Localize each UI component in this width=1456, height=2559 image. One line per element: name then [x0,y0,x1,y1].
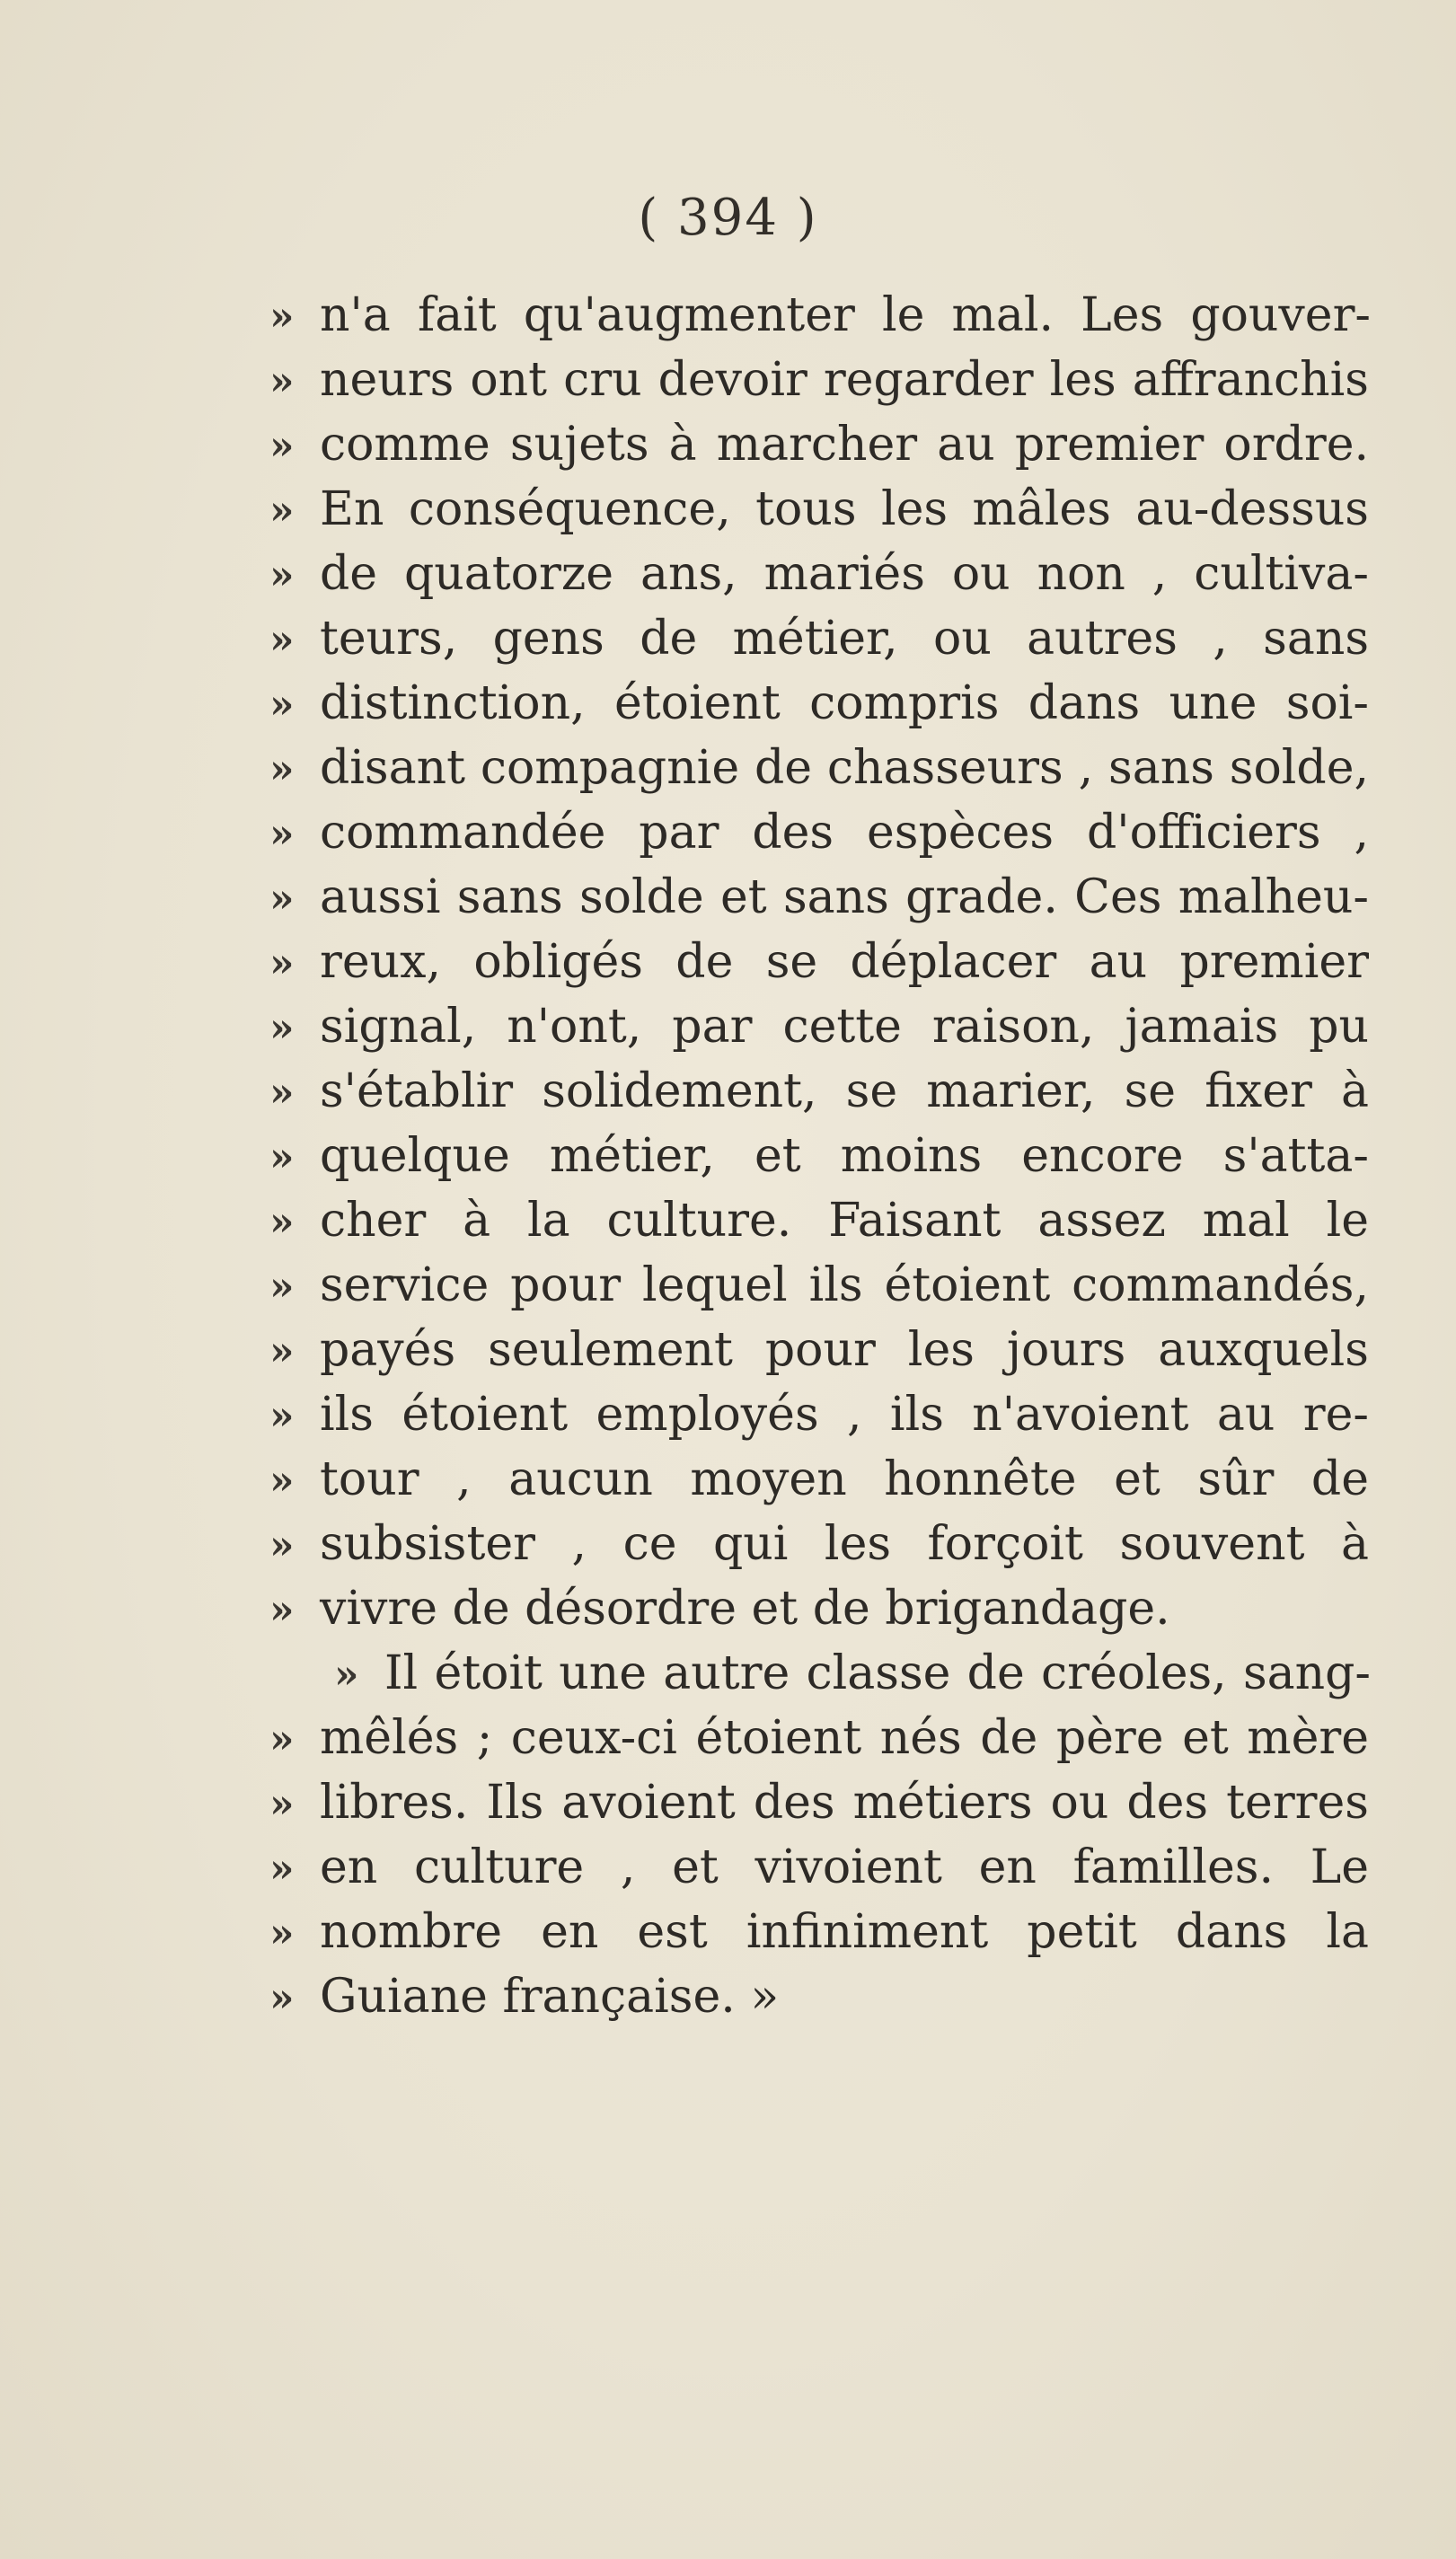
quote-mark: » [269,1522,295,1568]
text-line [0,1514,1456,1579]
line-text: En conséquence, tous les mâles au-dessus [320,482,1369,536]
line-text: neurs ont cru devoir regarder les affranchis [320,353,1369,407]
quote-mark: » [269,1005,295,1051]
text-line [0,1708,1456,1773]
line-text: subsister , ce qui les forçoit souvent à [320,1517,1369,1571]
text-line [0,544,1456,609]
quote-mark: » [269,294,295,340]
quote-mark: » [269,1393,295,1439]
line-text: en culture , et vivoient en familles. Le [320,1840,1369,1894]
quote-mark: » [269,358,295,404]
quote-mark: » [269,617,295,663]
quote-mark: » [269,940,295,986]
text-line [0,1320,1456,1385]
text-line [0,609,1456,674]
quote-mark: » [269,1781,295,1827]
quote-mark: » [269,1070,295,1116]
quote-mark: » [269,1975,295,2021]
text-line [0,868,1456,932]
page-number: ( 394 ) [638,189,818,247]
text-line [0,1902,1456,1967]
line-text: libres. Ils avoient des métiers ou des terres [320,1776,1369,1830]
line-text: distinction, étoient compris dans une soi- [320,676,1369,730]
line-text: comme sujets à marcher au premier ordre. [320,418,1369,472]
line-text: Il étoit une autre classe de créoles, sang- [384,1646,1371,1700]
text-line [0,1126,1456,1191]
text-line [0,738,1456,803]
line-text: cher à la culture. Faisant assez mal le [320,1194,1369,1248]
text-line [0,1967,1456,2032]
line-text: quelque métier, et moins encore s'atta- [320,1129,1369,1183]
quote-mark: » [269,876,295,922]
line-text: aussi sans solde et sans grade. Ces malheu- [320,870,1369,924]
text-line [0,1191,1456,1256]
text-line [0,1450,1456,1514]
quote-mark: » [269,423,295,469]
line-text: disant compagnie de chasseurs , sans solde, [320,741,1369,795]
text-line [0,997,1456,1062]
quote-mark: » [269,1264,295,1310]
line-text: reux, obligés de se déplacer au premier [320,935,1369,989]
line-text: s'établir solidement, se marier, se fixer à [320,1064,1369,1118]
text-line [0,674,1456,738]
quote-mark: » [269,1587,295,1633]
quote-mark: » [269,682,295,728]
text-line [0,1256,1456,1320]
line-text: signal, n'ont, par cette raison, jamais pu [320,1000,1369,1054]
quote-mark: » [269,811,295,857]
line-text: service pour lequel ils étoient commandés, [320,1258,1369,1312]
text-line [0,1773,1456,1838]
line-text: commandée par des espèces d'officiers , [320,806,1369,860]
line-text: n'a fait qu'augmenter le mal. Les gouver- [320,288,1371,342]
line-text: vivre de désordre et de brigandage. [320,1582,1170,1636]
line-text: payés seulement pour les jours auxquels [320,1323,1369,1377]
quote-mark: » [269,1199,295,1245]
text-line [0,932,1456,997]
text-line [0,1385,1456,1450]
text-line [0,350,1456,415]
text-line [0,415,1456,480]
quote-mark: » [269,1716,295,1762]
line-text: Guiane française. » [320,1970,780,2024]
text-line [0,286,1456,350]
line-text: tour , aucun moyen honnête et sûr de [320,1452,1369,1506]
quote-mark: » [269,1846,295,1892]
quote-mark: » [269,1458,295,1504]
line-text: de quatorze ans, mariés ou non , cultiva- [320,547,1369,601]
quote-mark: » [269,1328,295,1374]
text-line [0,480,1456,544]
quote-mark: » [269,1134,295,1180]
text-line [0,803,1456,868]
line-text: nombre en est infiniment petit dans la [320,1905,1369,1959]
line-text: teurs, gens de métier, ou autres , sans [320,612,1369,666]
quote-mark: » [269,1910,295,1956]
line-text: mêlés ; ceux-ci étoient nés de père et mère [320,1711,1369,1765]
text-line [0,1062,1456,1126]
quote-mark: » [269,746,295,792]
quote-mark: » [334,1652,359,1698]
text-line [0,1838,1456,1902]
text-line [0,1644,1456,1708]
quote-mark: » [269,552,295,598]
text-line [0,1579,1456,1644]
line-text: ils étoient employés , ils n'avoient au re- [320,1388,1369,1442]
quote-mark: » [269,488,295,534]
